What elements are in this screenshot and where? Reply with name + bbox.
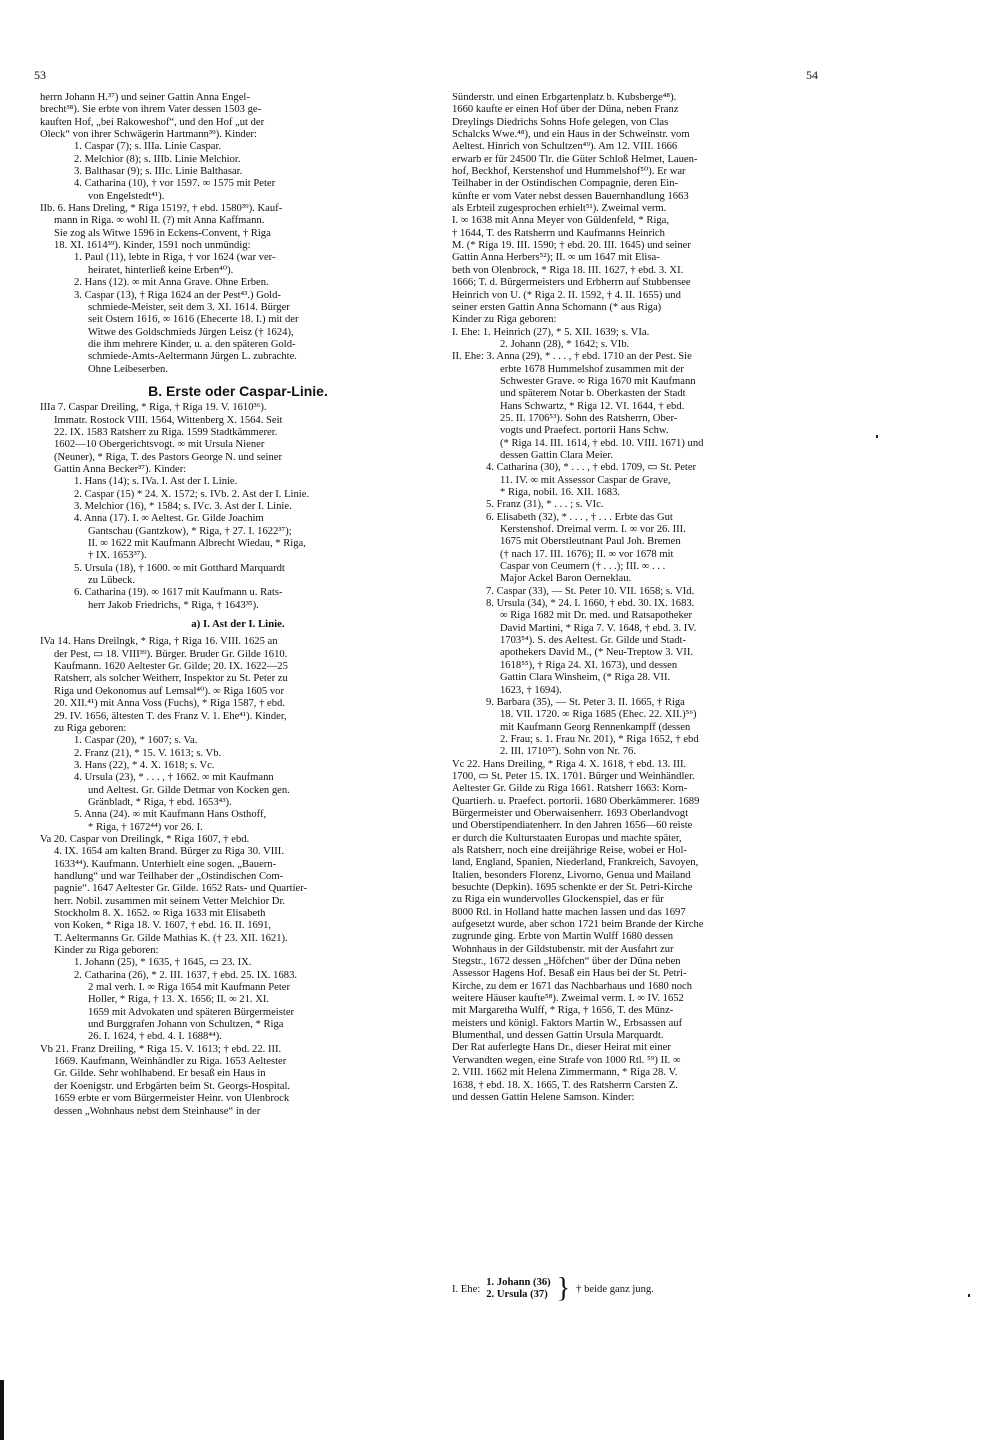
left-text-line: schmiede-Meister, seit dem 3. XI. 1614. Bürger: [88, 301, 290, 313]
left-text-line: 1659 erbte er vom Bürgermeister Heinr. von Ulenbrock: [54, 1093, 290, 1105]
closing-child-2: 2. Ursula (37): [486, 1289, 548, 1300]
left-text-line: 4. IX. 1654 am kalten Brand. Bürger zu Riga 30. VIII.: [54, 846, 284, 858]
left-text-line: 1602—10 Obergerichtsvogt. ∞ mit Ursula Niener: [54, 439, 265, 451]
scan-speck: [876, 435, 878, 438]
subsection-heading: a) I. Ast der I. Linie.: [191, 618, 285, 631]
left-text-line: 5. Ursula (18), † 1600. ∞ mit Gotthard Marquardt: [74, 562, 285, 574]
right-text-line: 1623, † 1694).: [500, 684, 562, 696]
page-number-left: 53: [34, 68, 46, 82]
left-text-line: † IX. 1653³⁷).: [88, 550, 147, 562]
right-text-line: II. Ehe: 3. Anna (29), * . . . , † ebd. 1710 an der Pest. Sie: [452, 351, 692, 363]
right-text-line: Quartierh. u. Praefect. portorii. 1680 Oberkämmerer. 1689: [452, 795, 700, 807]
right-text-line: Kerstenshof. Dreimal verm. I. ∞ vor 26. III.: [500, 524, 686, 536]
left-text-line: Va 20. Caspar von Dreilingk, * Riga 1607, † ebd.: [40, 833, 250, 845]
right-text-line: 8. Ursula (34), * 24. I. 1660, † ebd. 30. IX. 1683.: [486, 598, 695, 610]
right-text-line: als Ratsherr, noch eine dreijährige Reise, wobei er Hol-: [452, 844, 687, 856]
left-text-line: Gantschau (Gantzkow), * Riga, † 27. I. 1622³⁷);: [88, 525, 292, 537]
scan-speck: [968, 1294, 970, 1297]
left-text-line: * Riga, † 1672⁴⁴) vor 26. I.: [88, 821, 203, 833]
left-text-line: Stockholm 8. X. 1652. ∞ Riga 1633 mit Elisabeth: [54, 908, 266, 919]
left-text-line: IVa 14. Hans Dreilngk, * Riga, † Riga 16. VIII. 1625 an: [40, 636, 278, 648]
left-text-line: Gränbladt, * Riga, † ebd. 1653⁴³).: [88, 796, 232, 808]
right-text-line: und Oberstipendiatenherr. In den Jahren 1656—60 reiste: [452, 820, 693, 832]
left-text-line: 6. Catharina (19). ∞ 1617 mit Kaufmann u. Rats-: [74, 587, 283, 599]
right-text-line: Heinrich von U. (* Riga 2. II. 1592, † 4. II. 1655) und: [452, 289, 681, 301]
right-text-line: 2. III. 1710⁵⁷). Sohn von Nr. 76.: [500, 746, 636, 758]
right-text-line: 1666; T. d. Bürgermeisters und Erbherrn auf Stubbensee: [452, 277, 691, 289]
left-text-line: Holler, * Riga, † 13. X. 1656; II. ∞ 21. XI.: [88, 994, 270, 1006]
right-text-line: 2. VIII. 1662 mit Helena Zimmermann, * Riga 28. V.: [452, 1067, 678, 1079]
left-text-line: (Neuner), * Riga, T. des Pastors George N. und seiner: [54, 451, 283, 463]
left-text-line: 20. XII.⁴¹) mit Anna Voss (Fuchs), * Riga 1587, † ebd.: [54, 698, 285, 710]
right-column: [452, 92, 830, 1104]
page-number-right: 54: [806, 68, 818, 82]
right-text-line: Blumenthal, und dessen Gattin Ursula Marquardt.: [452, 1030, 664, 1042]
left-text-line: 18. XI. 1614³⁹). Kinder, 1591 noch unmündig:: [54, 240, 251, 252]
right-text-line: 2. Frau; s. 1. Frau Nr. 201), * Riga 1652, † ebd: [500, 733, 699, 745]
left-text-line: Oleck“ von ihrer Schwägerin Hartmann³⁹). Kinder:: [40, 129, 257, 141]
left-text-line: und Aeltest. Gr. Gilde Detmar von Kocken gen.: [88, 784, 290, 796]
left-text-line: der Koenigstr. und Erbgärten beim St. Georgs-Hospital.: [54, 1080, 291, 1092]
right-text-line: Gattin Anna Herbers⁵²); II. ∞ um 1647 mit Elisa-: [452, 252, 660, 264]
left-text-line: herrn Johann H.³⁷) und seiner Gattin Anna Engel-: [40, 92, 250, 103]
right-text-line: Gattin Clara Winsheim, (* Riga 28. VII.: [500, 672, 671, 684]
left-text-line: handlung“ und war Teilhaber der „Ostindischen Com-: [54, 870, 284, 882]
left-text-line: 4. Ursula (23), * . . . , † 1662. ∞ mit Kaufmann: [74, 772, 274, 784]
left-text-line: 1659 mit Advokaten und späteren Bürgermeister: [88, 1006, 295, 1018]
right-text-line: vogts und Praefect. portorii Hans Schw.: [500, 425, 669, 437]
right-text-line: 1660 kaufte er einen Hof über der Düna, neben Franz: [452, 104, 679, 116]
left-text-line: 2. Melchior (8); s. IIIb. Linie Melchior.: [74, 153, 241, 165]
right-text-line: 7. Caspar (33), — St. Peter 10. VII. 1658; s. VId.: [486, 585, 695, 597]
left-text-line: zu Lübeck.: [88, 575, 136, 587]
right-text-line: aufgesetzt wurde, aber schon 1721 beim Brande der Kirche: [452, 919, 704, 931]
right-text-line: Schalcks Wwe.⁴⁸), und ein Haus in der Schweinstr. vom: [452, 129, 690, 141]
right-text-line: Aeltester Gr. Gilde zu Riga 1661. Ratsherr 1663: Korn-: [452, 783, 688, 795]
left-text-line: Kinder zu Riga geboren:: [54, 945, 159, 957]
left-text-line: 2. Franz (21), * 15. V. 1613; s. Vb.: [74, 747, 222, 759]
right-text-line: Teilhaber in der Ostindischen Compagnie, deren Ein-: [452, 178, 679, 190]
left-text-line: Witwe des Goldschmieds Jürgen Leisz († 1624),: [88, 326, 294, 338]
left-text-line: Ohne Leibeserben.: [88, 363, 169, 375]
right-text-line: Verwandten wegen, eine Strafe von 1000 Rtl. ⁵⁹) II. ∞: [452, 1054, 681, 1066]
closing-children: [452, 1274, 654, 1302]
left-text-line: kauften Hof, „bei Rakoweshof“, und den Hof „ut der: [40, 116, 265, 128]
left-text-line: seit Ostern 1616, ∞ 1616 (Ehecerte 18. I.) mit der: [88, 314, 299, 326]
left-text-line: der Pest, ▭ 18. VIII³⁹). Bürger. Bruder Gr. Gilde 1610.: [54, 648, 288, 660]
left-text-line: herr Jakob Friedrichs, * Riga, † 1643³⁵).: [88, 599, 259, 611]
left-text-line: 2. Catharina (26), * 2. III. 1637, † ebd. 25. IX. 1683.: [74, 969, 298, 981]
right-text-line: mit Margaretha Wulff, * Riga, † 1656, T. des Münz-: [452, 1005, 674, 1017]
left-text-line: 1. Caspar (7); s. IIIa. Linie Caspar.: [74, 141, 222, 153]
left-text-line: von Koken, * Riga 18. V. 1607, † ebd. 16. II. 1691,: [54, 920, 272, 932]
left-text-line: zu Riga geboren:: [54, 722, 127, 734]
left-text-line: herr. Nobil. zusammen mit seinem Vetter Melchior Dr.: [54, 895, 286, 907]
left-text-line: IIIa 7. Caspar Dreiling, * Riga, † Riga 19. V. 1610³⁶).: [40, 402, 267, 414]
right-text-line: künfte er vom Vater nebst dessen Bauernhandlung 1663: [452, 190, 689, 202]
right-text-line: als Erbteil zugesprochen erhielt⁵¹). Zweimal verm.: [452, 203, 667, 215]
left-text-line: 1669. Kaufmann, Weinhändler zu Riga. 1653 Aeltester: [54, 1056, 287, 1068]
right-text-line: seiner ersten Gattin Anna Schomann (* aus Riga): [452, 301, 662, 313]
section-heading: B. Erste oder Caspar-Linie.: [148, 382, 328, 399]
right-text-line: Stegstr., 1672 dessen „Höfchen“ über der Düna neben: [452, 956, 681, 968]
right-text-line: weitere Häuser kaufte⁵⁸). Zweimal verm. I. ∞ IV. 1652: [452, 993, 684, 1005]
left-text-line: Ratsherr, als solcher Weitherr, Inspektor zu St. Peter zu: [54, 673, 288, 685]
closing-children-list: [486, 1277, 550, 1302]
left-column: [40, 92, 436, 1118]
right-text-line: erwarb er für 24500 Tlr. die Güter Schloß Helmet, Lauen-: [452, 153, 698, 165]
left-text-line: 29. IV. 1656, ältesten T. des Franz V. 1. Ehe⁴¹). Kinder,: [54, 710, 287, 722]
left-text-line: 3. Hans (22), * 4. X. 1618; s. Vc.: [74, 759, 215, 771]
left-text-line: Immatr. Rostock VIII. 1564, Wittenberg X. 1564. Seit: [54, 414, 283, 426]
closing-prefix: I. Ehe:: [452, 1283, 481, 1295]
right-text-line: Kinder zu Riga geboren:: [452, 314, 557, 326]
right-text-line: erbte 1678 Hummelshof zusammen mit der: [500, 363, 684, 375]
right-text-line: apothekers David M., (* Neu-Treptow 3. VII.: [500, 647, 694, 659]
right-text-line: Hans Schwartz, * Riga 12. VI. 1644, † ebd.: [500, 400, 685, 412]
right-text-line: Der Rat auferlegte Hans Dr., dieser Heirat mit einer: [452, 1042, 671, 1054]
left-text-line: schmiede-Amts-Aeltermann Jürgen L. zubrachte.: [88, 351, 297, 363]
left-text-line: Vb 21. Franz Dreiling, * Riga 15. V. 1613; † ebd. 22. III.: [40, 1043, 282, 1055]
right-text-line: 1618⁵⁵), † Riga 24. XI. 1673), und dessen: [500, 659, 678, 671]
left-text-line: von Engelstedt⁴¹).: [88, 190, 165, 202]
left-text-line: Gr. Gilde. Sehr wohlhabend. Er besaß ein Haus in: [54, 1068, 266, 1080]
right-text-line: Dreylings Diedrichs Sohns Hofe gelegen, von Clas: [452, 116, 669, 128]
closing-note: † beide ganz jung.: [576, 1283, 654, 1295]
right-text-line: und dessen Gattin Helene Samson. Kinder:: [452, 1091, 635, 1103]
right-text-line: 2. Johann (28), * 1642; s. VIb.: [500, 338, 630, 350]
left-text-line: 2. Hans (12). ∞ mit Anna Grave. Ohne Erben.: [74, 277, 269, 289]
left-text-line: 2 mal verh. I. ∞ Riga 1654 mit Kaufmann Peter: [88, 982, 291, 994]
left-text-line: 1. Johann (25), * 1635, † 1645, ▭ 23. IX.: [74, 957, 252, 969]
left-text-line: T. Aeltermanns Gr. Gilde Mathias K. († 23. XII. 1621).: [54, 932, 288, 944]
right-text-line: M. (* Riga 19. III. 1590; † ebd. 20. III. 1645) und seiner: [452, 240, 691, 252]
right-text-line: I. Ehe: 1. Heinrich (27), * 5. XII. 1639; s. VIa.: [452, 326, 650, 338]
right-text-line: 9. Barbara (35), — St. Peter 3. II. 1665, † Riga: [486, 696, 685, 708]
right-text-line: 25. II. 1706⁵³). Sohn des Ratsherrn, Ober-: [500, 412, 678, 424]
right-text-line: Schwester Grave. ∞ Riga 1670 mit Kaufmann: [500, 375, 696, 387]
right-text-line: Caspar von Ceumern († . . .); III. ∞ . . .: [500, 561, 666, 573]
right-text-line: 1703⁵⁴). S. des Aeltest. Gr. Gilde und Stadt-: [500, 635, 686, 647]
right-text-line: I. ∞ 1638 mit Anna Meyer von Güldenfeld, * Riga,: [452, 215, 670, 227]
right-text-line: Wohnhaus in der Gildstubenstr. mit der Ausfahrt zur: [452, 943, 674, 955]
left-text-line: 3. Melchior (16), * 1584; s. IVc. 3. Ast der I. Linie.: [74, 501, 292, 512]
left-text-line: 1. Paul (11), lebte in Riga, † vor 1624 (war ver-: [74, 252, 276, 264]
right-text-line: Major Ackel Baron Oerneklau.: [500, 573, 632, 585]
left-text-line: 2. Caspar (15) * 24. X. 1572; s. IVb. 2. Ast der I. Linie.: [74, 488, 310, 500]
left-text-line: heiratet, hinterließ keine Erben⁴⁰).: [88, 264, 234, 276]
right-text-line: 1638, † ebd. 18. X. 1665, T. des Ratsherrn Carsten Z.: [452, 1079, 678, 1091]
right-text-line: Sünderstr. und einen Erbgartenplatz b. Kubsberge⁴⁸).: [452, 92, 677, 103]
right-text-line: Bürgermeister und Oberwaisenherr. 1693 Oberlandvogt: [452, 807, 689, 819]
closing-child-1: 1. Johann (36): [486, 1276, 551, 1288]
right-text-line: Assessor Hagens Hof. Besaß ein Haus bei der St. Petri-: [452, 968, 687, 980]
right-text-line: 8000 Rtl. in Holland hatte machen lassen und das 1697: [452, 906, 686, 918]
right-text-line: dessen Gattin Clara Meier.: [500, 449, 613, 461]
left-text-line: 1. Hans (14); s. IVa. I. Ast der I. Linie.: [74, 476, 238, 488]
left-text-line: 1. Caspar (20), * 1607; s. Va.: [74, 735, 198, 747]
left-text-line: Kaufmann. 1620 Aeltester Gr. Gilde; 20. IX. 1622—25: [54, 661, 288, 673]
right-text-line: er durch die Kulturstaaten Europas und machte später,: [452, 832, 682, 844]
right-text-line: beth von Olenbrock, * Riga 18. III. 1627, † ebd. 3. XI.: [452, 264, 684, 276]
left-text-line: 3. Caspar (13), † Riga 1624 an der Pest⁴³.) Gold-: [74, 289, 281, 301]
right-text-line: 11. IV. ∞ mit Assessor Caspar de Grave,: [500, 474, 671, 486]
right-text-line: zu Riga ein wundervolles Glockenspiel, das er für: [452, 894, 664, 906]
right-text-line: ∞ Riga 1682 mit Dr. med. und Ratsapotheker: [500, 610, 693, 622]
right-text-line: David Martini, * Riga 7. V. 1648, † ebd. 3. IV.: [500, 622, 697, 634]
left-text-line: brecht³⁸). Sie erbte von ihrem Vater dessen 1503 ge-: [40, 104, 262, 116]
right-text-line: Italien, besonders Florenz, Livorno, Genua und Mailand: [452, 869, 691, 881]
left-text-line: mann in Riga. ∞ wohl II. (?) mit Anna Kaffmann.: [54, 215, 265, 227]
left-text-line: Sie zog als Witwe 1596 in Eckens-Convent, † Riga: [54, 227, 271, 239]
left-text-line: Gattin Anna Becker³⁷). Kinder:: [54, 463, 187, 475]
left-text-line: 1633⁴⁴). Kaufmann. Unterhielt eine sogen. „Bauern-: [54, 858, 277, 870]
right-text-line: 6. Elisabeth (32), * . . . , † . . . Erbte das Gut: [486, 511, 673, 523]
right-text-line: und späterem Notar b. Oberkasten der Stadt: [500, 388, 686, 400]
left-text-line: 3. Balthasar (9); s. IIIc. Linie Balthasar.: [74, 166, 243, 178]
right-text-line: Vc 22. Hans Dreiling, * Riga 4. X. 1618, † ebd. 13. III.: [452, 758, 687, 770]
left-text-line: 4. Catharina (10), † vor 1597. ∞ 1575 mit Peter: [74, 178, 276, 190]
left-text-line: IIb. 6. Hans Dreling, * Riga 1519?, † ebd. 1580³⁹). Kauf-: [40, 203, 283, 215]
left-text-line: dessen „Wohnhaus nebst dem Steinhause“ in der: [54, 1105, 261, 1117]
right-text-line: zugrunde ging. Erbte von Martin Wulff 1680 dessen: [452, 931, 674, 943]
right-text-line: mit Kaufmann Georg Rennenkampff (dessen: [500, 721, 691, 733]
scan-edge-mark: [0, 1380, 4, 1440]
left-text-line: Riga und Oekonomus auf Lemsal⁴⁰). ∞ Riga 1605 vor: [54, 685, 284, 697]
right-text-line: meisters und königl. Faktors Martin W., Erbsassen auf: [452, 1017, 683, 1029]
right-text-line: Aeltest. Hinrich von Schultzen⁴⁹). Am 12. VIII. 1666: [452, 141, 678, 153]
right-text-line: 1700, ▭ St. Peter 15. IX. 1701. Bürger und Weinhändler.: [452, 770, 695, 782]
right-text-line: 4. Catharina (30), * . . . , † ebd. 1709, ▭ St. Peter: [486, 462, 697, 474]
right-text-line: 5. Franz (31), * . . . ; s. VIc.: [486, 499, 604, 511]
left-text-line: 22. IX. 1583 Ratsherr zu Riga. 1599 Stadtkämmerer.: [54, 426, 278, 438]
right-text-line: (* Riga 14. III. 1614, † ebd. 10. VIII. 1671) und: [500, 437, 704, 449]
right-text-line: 1675 mit Oberstleutnant Paul Joh. Bremen: [500, 536, 681, 548]
brace-mark: }: [556, 1273, 571, 1304]
left-text-line: die ihm mehrere Kinder, u. a. den späteren Gold-: [88, 338, 296, 350]
left-text-line: II. ∞ 1622 mit Kaufmann Albrecht Wiedau, * Riga,: [88, 538, 306, 550]
left-text-line: und Burggrafen Johann von Schultzen, * Riga: [88, 1019, 284, 1031]
left-text-line: 4. Anna (17). I. ∞ Aeltest. Gr. Gilde Joachim: [74, 513, 264, 525]
right-text-line: hof, Beckhof, Kerstenshof und Hummelshof⁵⁰). Er war: [452, 166, 686, 178]
right-text-line: † 1644, T. des Ratsherrn und Kaufmanns Heinrich: [452, 227, 665, 239]
left-text-line: 26. I. 1624, † ebd. 4. I. 1688⁴⁴).: [88, 1031, 222, 1043]
right-text-line: 18. VII. 1720. ∞ Riga 1685 (Ehec. 22. XII.)⁵⁶): [500, 709, 697, 721]
right-text-line: land, England, Spanien, Niederland, Frankreich, Savoyen,: [452, 857, 699, 869]
right-text-line: besuchte (Depkin). 1695 schenkte er der St. Petri-Kirche: [452, 882, 693, 893]
right-text-line: († nach 17. III. 1676); II. ∞ vor 1678 mit: [500, 548, 674, 560]
left-text-line: pagnie“. 1647 Aeltester Gr. Gilde. 1652 Rats- und Quartier-: [54, 883, 308, 895]
left-text-line: 5. Anna (24). ∞ mit Kaufmann Hans Osthoff,: [74, 809, 267, 821]
right-text-line: * Riga, nobil. 16. XII. 1683.: [500, 487, 621, 498]
right-text-line: Kirche, zu dem er 1671 das Nachbarhaus und 1680 noch: [452, 980, 693, 992]
